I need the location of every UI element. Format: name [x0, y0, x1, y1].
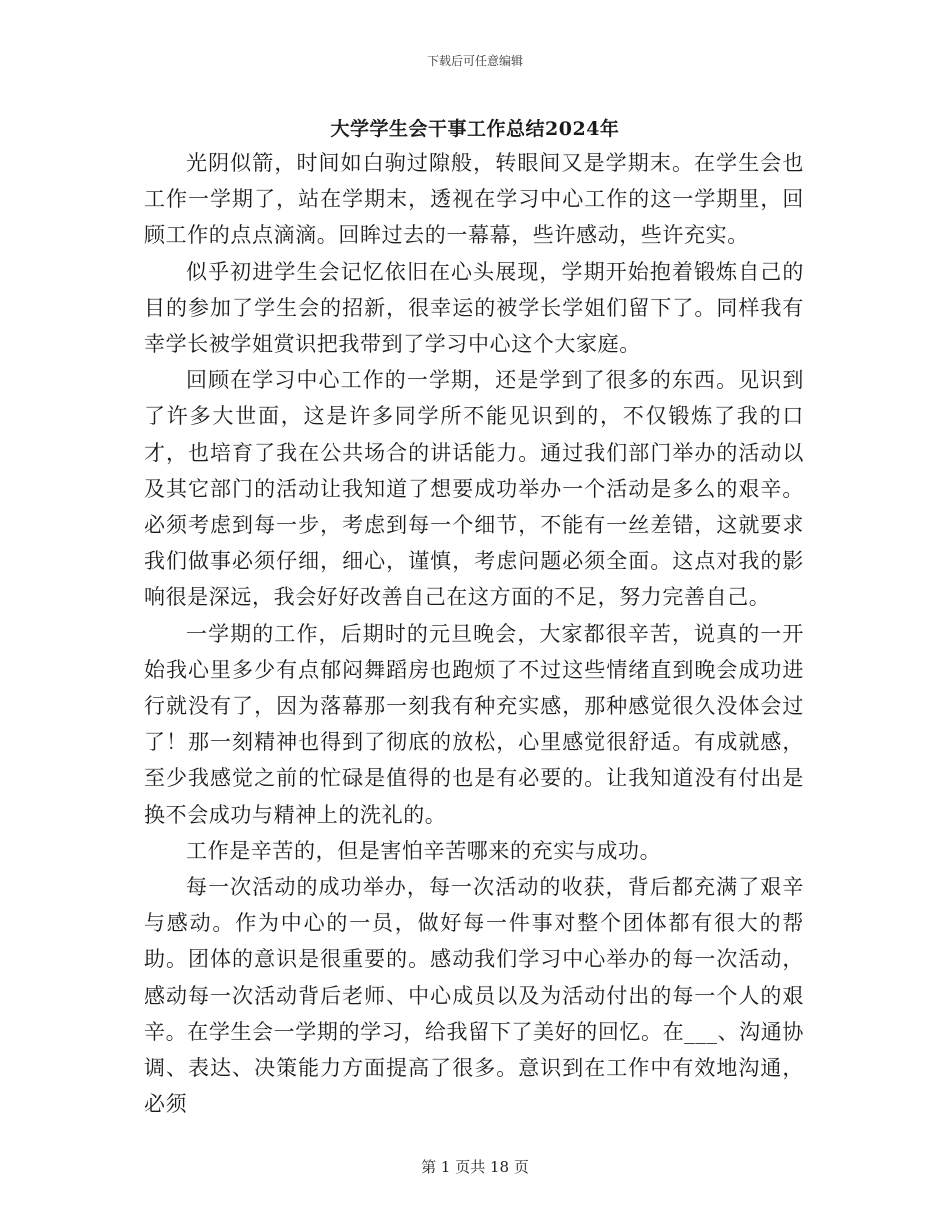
document-body [144, 145, 804, 1122]
paragraph: 一学期的工作，后期时的元旦晚会，大家都很辛苦，说真的一开始我心里多少有点郁闷舞蹈房也跑烦了不过这些情绪直到晚会成功进行就没有了，因为落幕那一刻我有种充实感，那种感觉很久没体会过了！那一刻精神也得到了彻底的放松，心里感觉很舒适。有成就感，至少我感觉之前的忙碌是值得的也是有必要的。让我知道没有付出是换不会成功与精神上的洗礼的。 [144, 621, 804, 827]
paragraph: 工作是辛苦的，但是害怕辛苦哪来的充实与成功。 [186, 838, 662, 863]
paragraph: 回顾在学习中心工作的一学期，还是学到了很多的东西。见识到了许多大世面，这是许多同学所不能见识到的，不仅锻炼了我的口才，也培育了我在公共场合的讲话能力。通过我们部门举办的活动以及其它部门的活动让我知道了想要成功举办一个活动是多么的艰辛。必须考虑到每一步，考虑到每一个细节，不能有一丝差错，这就要求我们做事必须仔细，细心，谨慎，考虑问题必须全面。这点对我的影响很是深远，我会好好改善自己在这方面的不足，努力完善自己。 [144, 368, 804, 610]
paragraph: 似乎初进学生会记忆依旧在心头展现，学期开始抱着锻炼自己的目的参加了学生会的招新，很幸运的被学长学姐们留下了。同样我有幸学长被学姐赏识把我带到了学习中心这个大家庭。 [144, 259, 804, 357]
document-title: 大学学生会干事工作总结2024年 [330, 118, 620, 140]
paragraph: 每一次活动的成功举办，每一次活动的收获，背后都充满了艰辛与感动。作为中心的一员，做好每一件事对整个团体都有很大的帮助。团体的意识是很重要的。感动我们学习中心举办的每一次活动，感动每一次活动背后老师、中心成员以及为活动付出的每一个人的艰辛。在学生会一学期的学习，给我留下了美好的回忆。在___、沟通协调、表达、决策能力方面提高了很多。意识到在工作中有效地沟通，必须 [144, 875, 804, 1117]
paragraph: 光阴似箭，时间如白驹过隙般，转眼间又是学期末。在学生会也工作一学期了，站在学期末，透视在学习中心工作的这一学期里，回顾工作的点点滴滴。回眸过去的一幕幕，些许感动，些许充实。 [144, 151, 804, 248]
page-footer: 第 1 页共 18 页 [421, 1158, 529, 1176]
page-header: 下载后可任意编辑 [426, 54, 523, 68]
